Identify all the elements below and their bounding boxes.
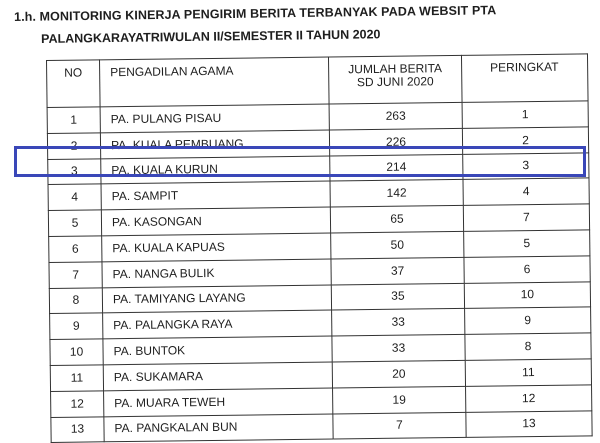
cell-court: PA. SAMPIT	[101, 181, 330, 210]
cell-no: 5	[48, 210, 101, 236]
cell-rank: 7	[463, 204, 589, 231]
cell-no: 11	[50, 365, 103, 391]
cell-rank: 5	[464, 230, 590, 257]
cell-court: PA. MUARA TEWEH	[104, 388, 333, 417]
cell-no: 8	[49, 287, 102, 313]
ranking-table	[46, 53, 593, 443]
header-rank: PERINGKAT	[461, 54, 588, 103]
header-count-line-2: SD JUNI 2020	[356, 74, 434, 90]
cell-count: 19	[333, 386, 466, 413]
cell-rank: 9	[465, 307, 591, 334]
cell-rank: 11	[465, 359, 591, 386]
cell-count: 7	[333, 412, 466, 439]
cell-count: 50	[331, 231, 464, 258]
cell-no: 1	[47, 107, 100, 133]
cell-count: 142	[330, 180, 463, 207]
header-court: PENGADILAN AGAMA	[100, 57, 330, 107]
cell-rank: 3	[463, 152, 589, 179]
cell-no: 10	[50, 339, 103, 365]
cell-rank: 6	[464, 256, 590, 283]
cell-court: PA. BUNTOK	[103, 336, 332, 365]
cell-court: PA. PANGKALAN BUN	[104, 414, 333, 443]
cell-court: PA. KUALA KURUN	[101, 156, 330, 185]
table-row	[51, 410, 592, 442]
cell-count: 226	[329, 128, 462, 155]
cell-court: PA. NANGA BULIK	[102, 259, 331, 288]
ranking-sheet	[46, 53, 593, 437]
cell-count: 33	[332, 309, 465, 336]
document-title-line-2: PALANGKARAYATRIWULAN II/SEMESTER II TAHUN 2020	[41, 27, 381, 46]
cell-no: 4	[48, 184, 101, 210]
cell-rank: 2	[462, 127, 588, 154]
document-title-line-1: 1.h. MONITORING KINERJA PENGIRIM BERITA TERBANYAK PADA WEBSIT PTA	[14, 3, 497, 24]
cell-count: 35	[331, 283, 464, 310]
header-count-line-1: JUMLAH BERITA	[348, 61, 443, 77]
cell-count: 20	[332, 360, 465, 387]
header-count	[328, 55, 462, 104]
cell-rank: 13	[466, 410, 592, 437]
cell-court: PA. KASONGAN	[101, 207, 330, 236]
cell-court: PA. SUKAMARA	[103, 362, 332, 391]
cell-court: PA. PALANGKA RAYA	[103, 310, 332, 339]
cell-no: 7	[49, 262, 102, 288]
cell-no: 13	[51, 416, 104, 442]
cell-count: 37	[331, 257, 464, 284]
cell-no: 12	[51, 391, 104, 417]
cell-count: 65	[330, 206, 463, 233]
cell-court: PA. KUALA KAPUAS	[102, 233, 331, 262]
cell-rank: 4	[463, 178, 589, 205]
cell-rank: 10	[464, 281, 590, 308]
highlight-box	[14, 146, 586, 177]
cell-count: 214	[330, 154, 463, 181]
cell-no: 9	[50, 313, 103, 339]
cell-rank: 12	[466, 385, 592, 412]
cell-court: PA. KUALA PEMBUANG	[100, 130, 329, 159]
cell-rank: 1	[462, 101, 588, 128]
cell-court: PA. TAMIYANG LAYANG	[102, 285, 331, 314]
cell-court: PA. PULANG PISAU	[100, 104, 329, 133]
cell-no: 3	[48, 158, 101, 184]
cell-count: 263	[329, 102, 462, 129]
cell-rank: 8	[465, 333, 591, 360]
cell-count: 33	[332, 335, 465, 362]
header-no: NO	[47, 60, 101, 108]
cell-no: 2	[47, 133, 100, 159]
table-header-row	[47, 54, 589, 108]
cell-no: 6	[49, 236, 102, 262]
